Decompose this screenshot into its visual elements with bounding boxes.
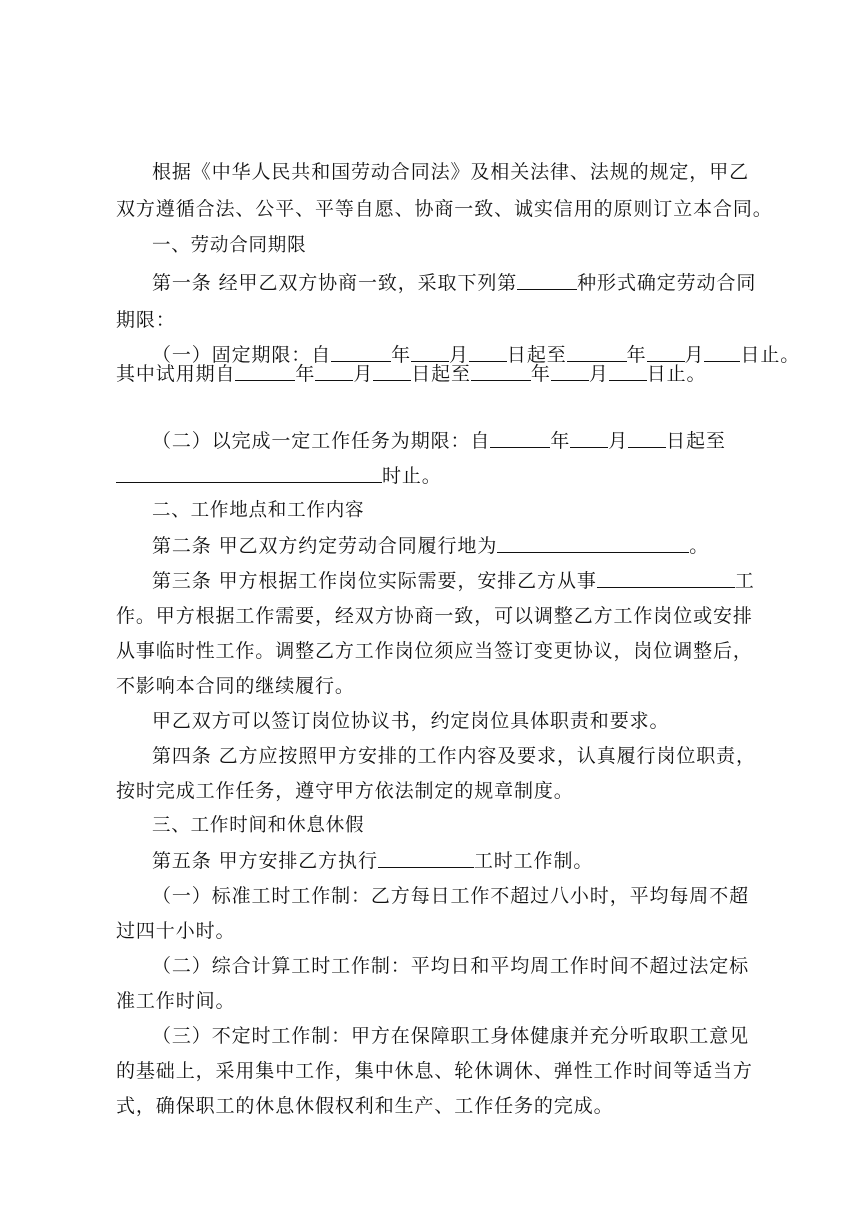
comprehensive-hours-line-1: （二）综合计算工时工作制：平均日和平均周工作时间不超过法定标 bbox=[152, 955, 750, 977]
article-3-line-3: 从事临时性工作。调整乙方工作岗位须应当签订变更协议，岗位调整后， bbox=[116, 640, 753, 662]
intro-line-2: 双方遵循合法、公平、平等自愿、协商一致、诚实信用的原则订立本合同。 bbox=[116, 198, 773, 220]
trial-start-year-blank[interactable] bbox=[235, 361, 295, 381]
trial-period-label: 其中试用期自 bbox=[116, 363, 236, 385]
article-3-line-4: 不影响本合同的继续履行。 bbox=[116, 675, 355, 697]
day-from-label: 日起至 bbox=[666, 430, 726, 452]
post-agreement-line: 甲乙双方可以签订岗位协议书，约定岗位具体职责和要求。 bbox=[152, 710, 670, 732]
article-3-text-cont: 工 bbox=[734, 570, 755, 592]
day-from-label: 日起至 bbox=[506, 344, 567, 366]
task-end-blank[interactable] bbox=[116, 463, 382, 483]
article-5-text-cont: 工时工作制。 bbox=[473, 850, 594, 872]
year-label: 年 bbox=[550, 430, 571, 452]
trial-start-day-blank[interactable] bbox=[373, 361, 411, 381]
flexible-hours-line-3: 式，确保职工的休息休假权利和生产、工作任务的完成。 bbox=[116, 1095, 614, 1117]
standard-hours-line-2: 过四十小时。 bbox=[116, 920, 236, 942]
day-from-label: 日起至 bbox=[411, 363, 471, 385]
month-label: 月 bbox=[353, 363, 374, 385]
day-end-label: 日止。 bbox=[646, 363, 707, 385]
article-3-line-1 bbox=[152, 566, 755, 596]
task-term-line-2 bbox=[116, 461, 442, 491]
fixed-end-day-blank[interactable] bbox=[704, 342, 740, 362]
article-2-text: 第二条 甲乙双方约定劳动合同履行地为 bbox=[152, 535, 498, 557]
article-2-end: 。 bbox=[689, 535, 710, 557]
article-4-line-2: 按时完成工作任务，遵守甲方依法制定的规章制度。 bbox=[116, 780, 574, 802]
article-4-line-1: 第四条 乙方应按照甲方安排的工作内容及要求，认真履行岗位职责， bbox=[152, 745, 756, 767]
article-2-line bbox=[152, 531, 709, 561]
year-label: 年 bbox=[391, 344, 412, 366]
day-end-label: 日止。 bbox=[740, 344, 801, 366]
article-1-line-2: 期限： bbox=[116, 309, 176, 331]
trial-end-year-blank[interactable] bbox=[471, 361, 531, 381]
trial-start-month-blank[interactable] bbox=[315, 361, 353, 381]
article-3-line-2: 作。甲方根据工作需要，经双方协商一致，可以调整乙方工作岗位或安排 bbox=[116, 605, 753, 627]
month-label: 月 bbox=[608, 430, 629, 452]
task-start-month-blank[interactable] bbox=[570, 428, 608, 448]
comprehensive-hours-line-2: 准工作时间。 bbox=[116, 990, 236, 1012]
intro-line-1: 根据《中华人民共和国劳动合同法》及相关法律、法规的规定，甲乙 bbox=[152, 161, 750, 183]
article-3-text: 第三条 甲方根据工作岗位实际需要，安排乙方从事 bbox=[152, 570, 597, 592]
fixed-term-label: （一）固定期限：自 bbox=[152, 344, 332, 366]
standard-hours-line-1: （一）标准工时工作制：乙方每日工作不超过八小时，平均每周不超 bbox=[152, 885, 750, 907]
task-start-day-blank[interactable] bbox=[628, 428, 666, 448]
working-hours-system-blank[interactable] bbox=[378, 848, 474, 868]
month-label: 月 bbox=[588, 363, 609, 385]
article-5-line bbox=[152, 846, 593, 876]
flexible-hours-line-2: 的基础上，采用集中工作，集中休息、轮休调休、弹性工作时间等适当方 bbox=[116, 1060, 753, 1082]
section-heading-term: 一、劳动合同期限 bbox=[152, 235, 307, 256]
job-position-blank[interactable] bbox=[597, 568, 735, 588]
year-label: 年 bbox=[295, 363, 316, 385]
article-1-text-cont: 种形式确定劳动合同 bbox=[577, 272, 757, 294]
month-label: 月 bbox=[684, 344, 705, 366]
task-end-label: 时止。 bbox=[382, 465, 442, 487]
task-term-label: （二）以完成一定工作任务为期限：自 bbox=[152, 430, 491, 452]
form-type-blank[interactable] bbox=[517, 270, 577, 290]
article-1-text: 第一条 经甲乙双方协商一致，采取下列第 bbox=[152, 272, 518, 294]
work-location-blank[interactable] bbox=[497, 533, 689, 553]
trial-period-line bbox=[116, 359, 706, 389]
trial-end-month-blank[interactable] bbox=[551, 361, 589, 381]
task-term-line bbox=[152, 426, 726, 456]
year-label: 年 bbox=[530, 363, 551, 385]
article-5-text: 第五条 甲方安排乙方执行 bbox=[152, 850, 378, 872]
section-heading-work: 二、工作地点和工作内容 bbox=[152, 500, 365, 521]
month-label: 月 bbox=[449, 344, 469, 366]
trial-end-day-blank[interactable] bbox=[609, 361, 647, 381]
article-1-line-1 bbox=[152, 268, 756, 298]
section-heading-hours: 三、工作时间和休息休假 bbox=[152, 815, 365, 836]
year-label: 年 bbox=[626, 344, 647, 366]
task-start-year-blank[interactable] bbox=[490, 428, 550, 448]
flexible-hours-line-1: （三）不定时工作制：甲方在保障职工身体健康并充分听取职工意见 bbox=[152, 1025, 750, 1047]
